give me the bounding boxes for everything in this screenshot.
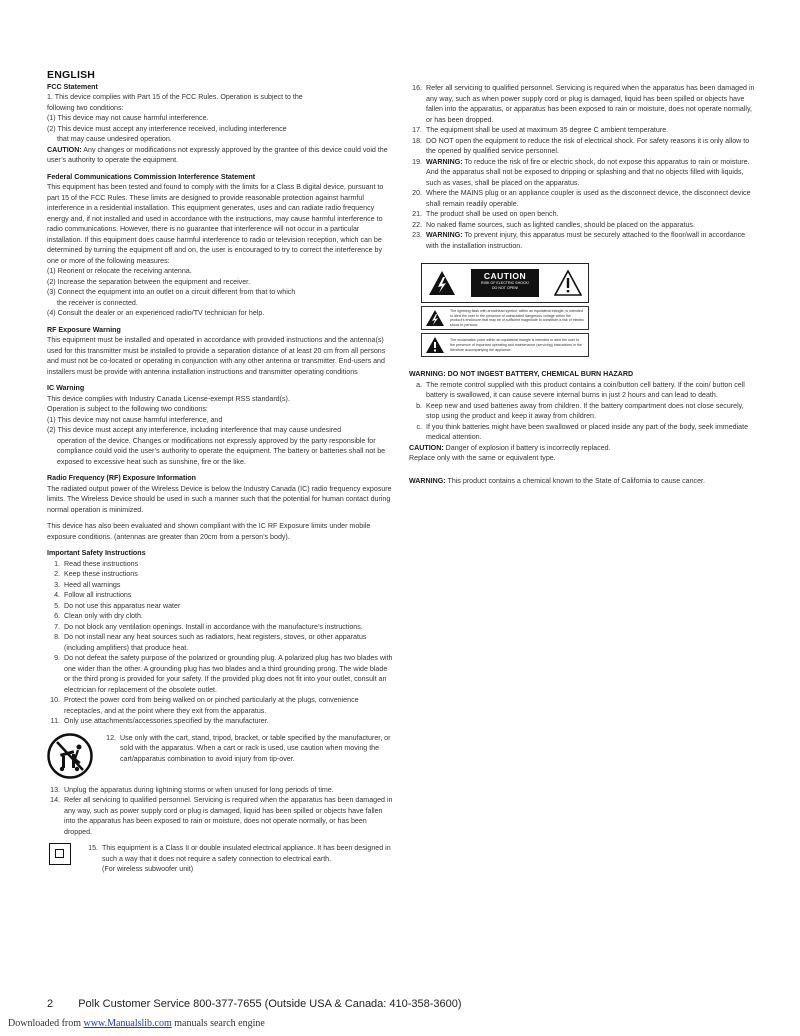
battery-replace-text: Replace only with the same or equivalent type.	[409, 454, 556, 463]
california-warning-text: This product contains a chemical known to the State of California to cause cancer.	[447, 476, 705, 485]
class-ii-row	[47, 843, 395, 875]
safety-item: 7. Do not block any ventilation openings. Install in accordance with the manufacture’s instructions.	[54, 622, 363, 631]
cart-tip-over-warning-icon	[47, 733, 93, 779]
safety-item: 21. The product shall be used on open bench.	[412, 210, 559, 218]
safety-item: 22. No naked flame sources, such as lighted candles, should be placed on the apparatus.	[412, 220, 695, 229]
fcc-caution	[47, 145, 395, 166]
exclamation-explanation-text: The exclamation point within an equilateral triangle is intended to alert the user to the presence of important operating and maintenance (servicing) instructions in the literature accompanying the appliance.	[450, 338, 582, 352]
safety-list	[47, 559, 395, 727]
fcc-statement-section	[47, 82, 395, 166]
safety-item: 9. Do not defeat the safety purpose of the polarized or grounding plug. A polarized plug has two blades with one wider than the other. A grounding plug has two blades and a third grounding prong. The wide blade or the third prong is provided for your safety. If the provided plug does not fit into your outlet, consult an electrician for replacement of the obsolete outlet.	[54, 654, 393, 694]
battery-warning-section	[409, 369, 757, 464]
page-footer	[47, 998, 462, 1010]
safety-item: 20. Where the MAINS plug or an appliance coupler is used as the disconnect device, the disconnect device shall remain readily operable.	[412, 189, 751, 208]
rf-exposure-heading: RF Exposure Warning	[47, 325, 121, 334]
safety-item: 19. WARNING: To reduce the risk of fire or electric shock, do not expose this apparatus to rain or moisture. And the apparatus shall not be exposed to dripping or splashing and that no objects filled with liquids, such as vases, shall be placed on the apparatus.	[412, 157, 750, 187]
battery-item: b. Keep new and used batteries away from children. If the battery compartment does not close securely, stop using the product and keep it away from children.	[416, 401, 744, 421]
download-watermark	[8, 1018, 265, 1029]
safety-item: 4. Follow all instructions	[54, 591, 132, 599]
fcc-interference-body: This equipment has been tested and found to comply with the limits for a Class B digital device, pursuant to part 15 of the FCC Rules. These limits are designed to provide reasonable protection against harmful interference in a residential installation. This equipment generates, uses and can radiate radio frequency energy and, if not installed and used in accordance with the instructions, may cause harmful interference to radio communications. However, there is no guarantee that interference will not occur in a particular installation. If this equipment does cause harmful interference to radio or television reception, which can be determined by turning the equipment off and on, the user is encouraged to try to correct the interference by one or more of the following measures:	[47, 183, 384, 265]
safety-item: 12. Use only with the cart, stand, tripod, bracket, or table specified by the manufacturer, or sold with the apparatus. When a cart or rack is used, use caution when moving the cart/apparatus combination to avoid injury from tip-over.	[106, 733, 391, 763]
safety-section	[47, 548, 395, 875]
safety-item: 15. This equipment is a Class II or double insulated electrical appliance. It has been designed in such a way that it does not require a safety connection to electrical earth. (For wireless subwoofer unit)	[88, 844, 391, 873]
safety-list-continued	[409, 83, 757, 251]
ic-line: operation of the device. Changes or modifications not expressly approved by the party responsible for compliance could void the user’s authority to operate the equipment. The battery or batteries shall not be exposed to excessive heat such as sunshine, fire or the like.	[57, 436, 386, 466]
caution-banner	[421, 263, 589, 303]
safety-item: 6. Clean only with dry cloth.	[54, 612, 143, 620]
battery-item: a. The remote control supplied with this product contains a coin/button cell battery. If the coin/ button cell battery is swallowed, it can cause severe internal burns in just 2 hours and can lead to death.	[416, 380, 745, 400]
ic-line: (1) This device may not cause harmful interference, and	[47, 415, 223, 424]
rf-ic-body: This device has also been evaluated and shown compliant with the IC RF Exposure limits under mobile exposure conditions. (antennas are greater than 20cm from a person’s body).	[47, 522, 371, 541]
safety-item: 5. Do not use this apparatus near water	[54, 601, 181, 610]
safety-item: 14. Refer all servicing to qualified personnel. Servicing is required when the apparatus has been damaged in any way, such as power supply cord or plug is damaged, liquid has been spilled or objects have fallen into the apparatus has been exposed to rain or moisture, does not operate normally, or has been dropped.	[50, 796, 393, 836]
safety-list	[103, 733, 395, 765]
lightning-explanation-row	[421, 306, 589, 330]
rf-ic-heading: Radio Frequency (RF) Exposure Information	[47, 474, 196, 482]
fcc-line: that may cause undesired operation.	[57, 135, 172, 143]
ic-line: Operation is subject to the following two conditions:	[47, 405, 208, 413]
language-heading: ENGLISH	[47, 69, 96, 81]
safety-item: 18. DO NOT open the equipment to reduce the risk of electrical shock. For safety reasons it is only allow to the opened by qualified service personnel.	[412, 136, 750, 155]
fcc-line: 1. This device complies with Part 15 of the FCC Rules. Operation is subject to the	[47, 93, 303, 101]
lightning-warning-icon	[425, 309, 445, 327]
fcc-interference-heading: Federal Communications Commission Interference Statement	[47, 172, 256, 181]
measure-item: (3) Connect the equipment into an outlet on a circuit different from that to which	[47, 288, 296, 296]
safety-item: 17. The equipment shall be used at maximum 35 degree C ambient temperature.	[412, 126, 669, 134]
safety-item: 23. WARNING: To prevent injury, this apparatus must be securely attached to the floor/wall in accordance with the installation instruction.	[412, 231, 746, 250]
caution-subtitle: RISK OF ELECTRIC SHOCK!	[481, 281, 529, 285]
safety-list	[47, 785, 395, 838]
california-warning-label: WARNING:	[409, 476, 446, 485]
safety-item: 16. Refer all servicing to qualified personnel. Servicing is required when the apparatus has been damaged in any way, such as when power supply cord or plug is damaged, liquid has been spilled or objects have fallen into the apparatus, or apparatus has been exposed to rain or moisture, does not operate normally, or has been dropped.	[412, 84, 755, 124]
safety-list	[85, 843, 395, 875]
safety-item: 3. Heed all warnings	[54, 580, 121, 589]
class-ii-note: (For wireless subwoofer unit)	[102, 865, 194, 873]
rf-exposure-body: This equipment must be installed and operated in accordance with provided instructions and the antenna(s) used for this transmitter must be installed to provide a separation distance of at least 20 cm from all persons and must not be co-located or operating in conjunction with any other antenna or transmitter. End-users and installers must be provide with antenna installation instructions and transmitter operating conditions	[47, 336, 386, 376]
class-ii-double-insulation-icon	[49, 843, 71, 865]
caution-subtitle: DO NOT OPEN!	[491, 285, 519, 290]
measure-item: the receiver is connected.	[57, 298, 138, 307]
battery-caution-label: CAUTION:	[409, 443, 444, 452]
download-prefix: Downloaded from	[8, 1018, 82, 1029]
ic-line: (2) This device must accept any interference, including interference that may cause undesired	[47, 426, 342, 434]
battery-list	[409, 380, 757, 443]
exclamation-explanation-row	[421, 333, 589, 357]
battery-warning-heading: WARNING: DO NOT INGEST BATTERY, CHEMICAL BURN HAZARD	[409, 370, 634, 379]
fcc-heading: FCC Statement	[47, 82, 98, 91]
caution-title: CAUTION	[483, 271, 527, 281]
safety-item: 8. Do not install near any heat sources such as radiators, heat registers, stoves, or other apparatus (including amplifiers) that produce heat.	[54, 633, 367, 652]
fcc-line: (2) This device must accept any interference received, including interference	[47, 124, 287, 133]
battery-caution-text: Danger of explosion if battery is incorrectly replaced.	[445, 443, 611, 452]
ic-warning-section	[47, 383, 395, 467]
download-suffix: manuals search engine	[174, 1018, 265, 1029]
left-column	[47, 70, 395, 881]
safety-item: 1. Read these instructions	[54, 559, 139, 568]
battery-item: c. If you think batteries might have been swallowed or placed inside any part of the body, seek immediate medical attention.	[416, 422, 749, 442]
lightning-explanation-text: The lightning flash with arrowhead symbol, within an equilateral triangle, is intended to alert the user to the presence of uninsulated dangerous voltage within the product’s enclosure that may be of sufficient magnitude to constitute a risk of electric shock to persons.	[450, 309, 585, 327]
battery-caution	[409, 443, 757, 454]
safety-item: 11. Only use attachments/accessories specified by the manufacturer.	[50, 717, 269, 725]
measure-item: (4) Consult the dealer or an experienced radio/TV technician for help.	[47, 309, 265, 317]
customer-service-text: Polk Customer Service 800-377-7655 (Outside USA & Canada: 410-358-3600)	[78, 998, 462, 1010]
electric-shock-caution-graphic	[421, 263, 589, 357]
fcc-interference-section	[47, 172, 395, 319]
page-number: 2	[47, 998, 54, 1010]
fcc-line: (1) This device may not cause harmful interference.	[47, 114, 209, 122]
california-warning	[409, 476, 757, 487]
california-warning-section	[409, 476, 757, 487]
rf-ic-body: The radiated output power of the Wireless Device is below the Industry Canada (IC) radio frequency exposure limits. The Wireless Device should be used in such a manner such that the potential for human contact during normal operation is minimized.	[47, 484, 392, 514]
safety-item: 2. Keep these instructions	[54, 570, 138, 578]
cart-instruction-row	[47, 733, 395, 779]
ic-warning-heading: IC Warning	[47, 384, 85, 392]
caution-label-box	[471, 269, 539, 297]
safety-heading: Important Safety Instructions	[47, 549, 146, 557]
manualslib-link[interactable]: www.Manualslib.com	[83, 1018, 172, 1029]
safety-item: 13. Unplug the apparatus during lightning storms or when unused for long periods of time.	[50, 785, 334, 794]
measure-item: (1) Reorient or relocate the receiving antenna.	[47, 267, 192, 275]
measure-item: (2) Increase the separation between the equipment and receiver.	[47, 277, 251, 286]
lightning-warning-icon	[428, 270, 456, 296]
right-column	[409, 83, 757, 492]
fcc-caution-text: Any changes or modifications not expressly approved by the grantee of this device could void the user’s authority to operate the equipment.	[47, 145, 388, 164]
exclamation-warning-icon	[425, 336, 445, 354]
ic-line: This device complies with Industry Canada License-exempt RSS standard(s).	[47, 394, 290, 403]
safety-item: 10. Protect the power cord from being walked on or pinched particularly at the plugs, convenience receptacles, and at the point where they exit from the apparatus.	[50, 696, 359, 715]
fcc-line: following two conditions:	[47, 103, 124, 112]
fcc-caution-label: CAUTION:	[47, 145, 82, 154]
rf-exposure-section	[47, 325, 395, 378]
rf-ic-section	[47, 473, 395, 542]
exclamation-warning-icon	[554, 270, 582, 296]
